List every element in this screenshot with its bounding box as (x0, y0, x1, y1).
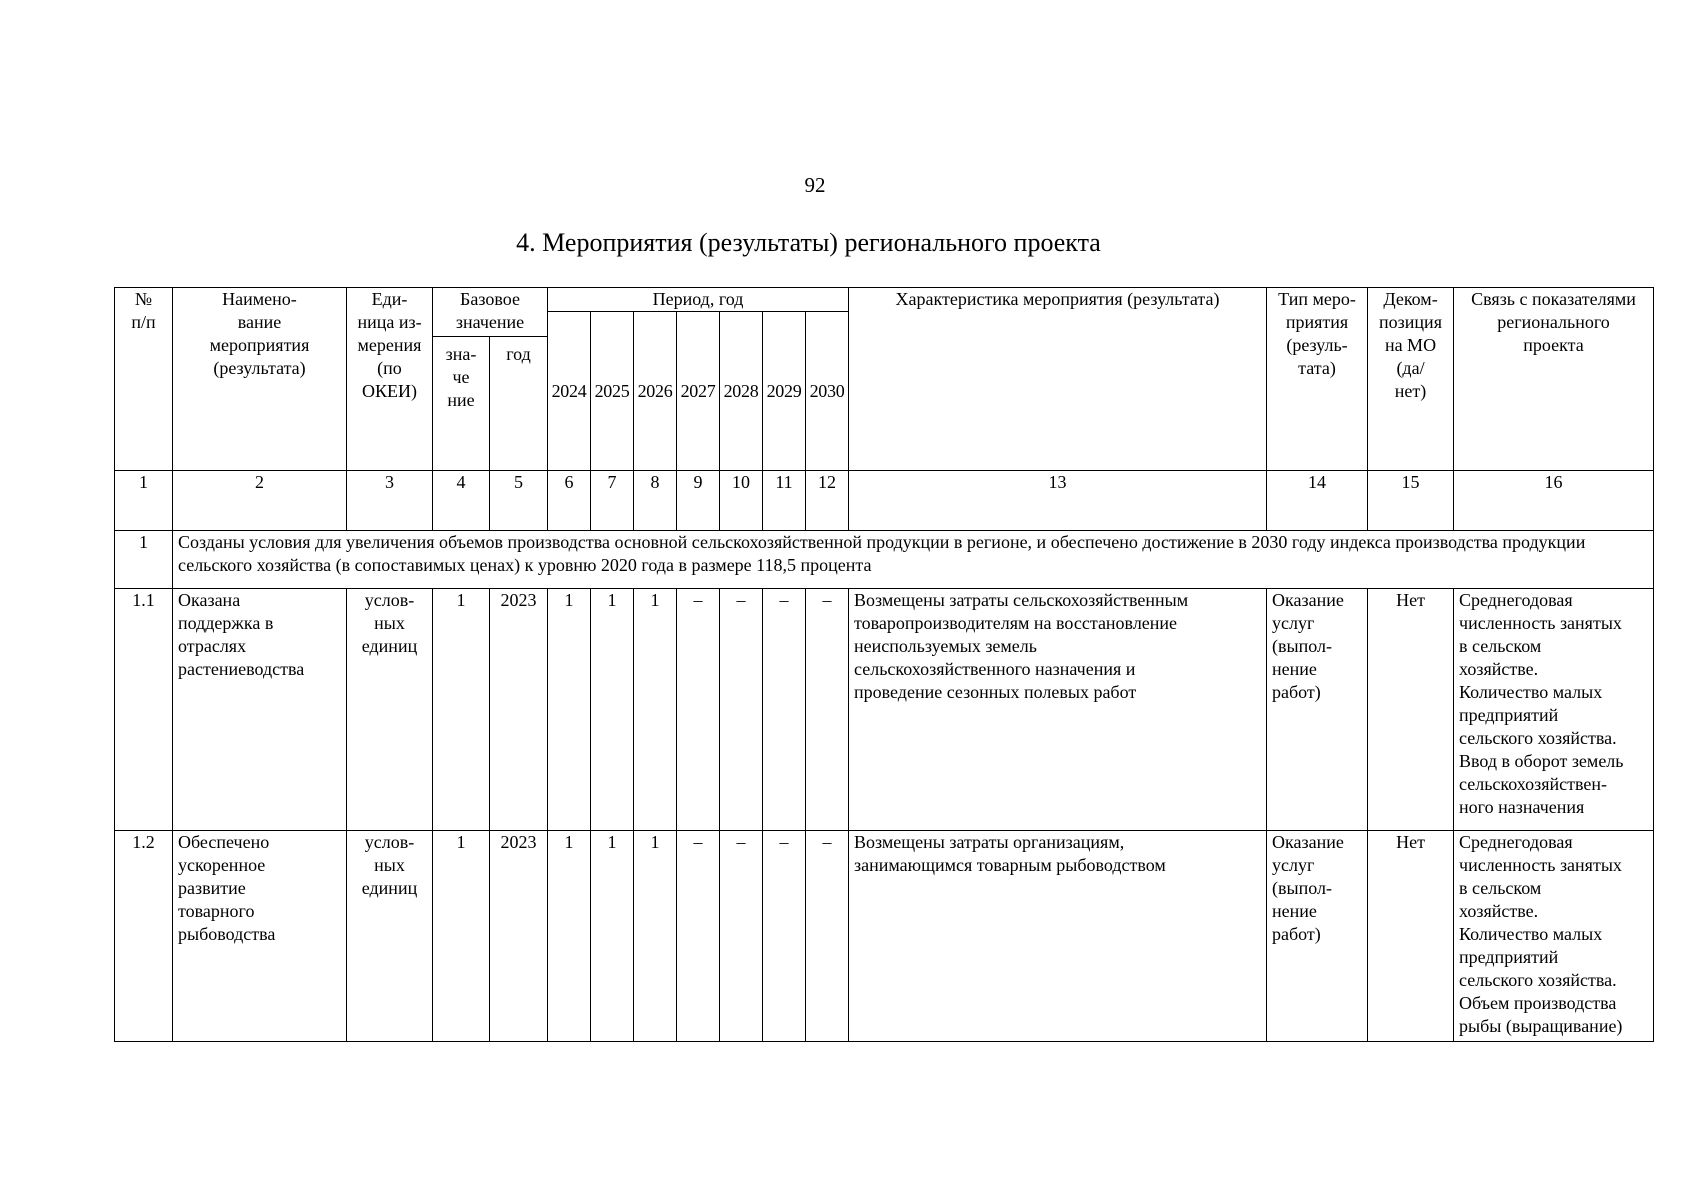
row-unit: услов- ных единиц (347, 589, 433, 831)
table-row (115, 589, 1654, 831)
column-number: 4 (433, 471, 490, 531)
column-number: 14 (1267, 471, 1368, 531)
header-name: Наимено- вание мероприятия (результата) (173, 288, 347, 471)
row-decomposition: Нет (1368, 831, 1454, 1042)
header-decomposition: Деком- позиция на МО (да/ нет) (1368, 288, 1454, 471)
row-type: Оказание услуг (выпол- нение работ) (1267, 589, 1368, 831)
column-number: 8 (634, 471, 677, 531)
section-text: Созданы условия для увеличения объемов производства основной сельскохозяйственной продукции в регионе, и обеспечено достижение в 2030 году индекса производства продукции сельского хозяйства (в сопоставимых ценах) к уровню 2020 года в размере 118,5 процента (173, 531, 1654, 589)
header-year-2025: 2025 (591, 312, 634, 471)
row-year-value: – (763, 589, 806, 831)
row-base-value: 1 (433, 831, 490, 1042)
section-row (115, 531, 1654, 589)
column-number: 15 (1368, 471, 1454, 531)
row-base-value: 1 (433, 589, 490, 831)
header-base-value: зна- че ние (433, 337, 490, 471)
table-row (115, 831, 1654, 1042)
column-number: 2 (173, 471, 347, 531)
header-num: № п/п (115, 288, 173, 471)
column-number: 10 (720, 471, 763, 531)
header-characteristic: Характеристика мероприятия (результата) (849, 288, 1267, 471)
row-name: Оказана поддержка в отраслях растениеводства (173, 589, 347, 831)
row-link: Среднегодовая численность занятых в сельском хозяйстве. Количество малых предприятий сельского хозяйства. Объем производства рыбы (выращивание) (1454, 831, 1654, 1042)
row-unit: услов- ных единиц (347, 831, 433, 1042)
row-year-value: – (677, 589, 720, 831)
header-year-2030: 2030 (806, 312, 849, 471)
header-type: Тип меро- приятия (резуль- тата) (1267, 288, 1368, 471)
header-year-2029: 2029 (763, 312, 806, 471)
column-number: 9 (677, 471, 720, 531)
column-number: 13 (849, 471, 1267, 531)
header-base: Базовое значение (433, 288, 548, 337)
header-link: Связь с показателями регионального проекта (1454, 288, 1654, 471)
row-name: Обеспечено ускоренное развитие товарного рыбоводства (173, 831, 347, 1042)
header-year-2024: 2024 (548, 312, 591, 471)
column-number: 7 (591, 471, 634, 531)
row-year-value: 1 (548, 831, 591, 1042)
row-year-value: – (806, 831, 849, 1042)
row-num: 1.1 (115, 589, 173, 831)
activities-table (114, 287, 1654, 1042)
row-year-value: 1 (634, 831, 677, 1042)
column-number: 3 (347, 471, 433, 531)
column-number: 5 (490, 471, 548, 531)
row-characteristic: Возмещены затраты сельскохозяйственным товаропроизводителям на восстановление неиспользуемых земель сельскохозяйственного назначения и проведение сезонных полевых работ (849, 589, 1267, 831)
row-year-value: 1 (591, 589, 634, 831)
row-num: 1.2 (115, 831, 173, 1042)
page-number: 92 (804, 173, 826, 197)
column-number: 1 (115, 471, 173, 531)
header-year-2026: 2026 (634, 312, 677, 471)
row-year-value: – (763, 831, 806, 1042)
row-link: Среднегодовая численность занятых в сельском хозяйстве. Количество малых предприятий сельского хозяйства. Ввод в оборот земель сельскохозяйствен- ного назначения (1454, 589, 1654, 831)
row-characteristic: Возмещены затраты организациям, занимающимся товарным рыбоводством (849, 831, 1267, 1042)
header-period: Период, год (548, 288, 849, 312)
row-year-value: – (720, 589, 763, 831)
column-number: 12 (806, 471, 849, 531)
header-year-2028: 2028 (720, 312, 763, 471)
row-year-value: – (720, 831, 763, 1042)
row-base-year: 2023 (490, 831, 548, 1042)
header-unit: Еди- ница из- мерения (по ОКЕИ) (347, 288, 433, 471)
column-numbers-row (115, 471, 1654, 531)
row-year-value: – (677, 831, 720, 1042)
column-number: 11 (763, 471, 806, 531)
row-year-value: 1 (634, 589, 677, 831)
row-base-year: 2023 (490, 589, 548, 831)
row-year-value: 1 (591, 831, 634, 1042)
column-number: 6 (548, 471, 591, 531)
column-number: 16 (1454, 471, 1654, 531)
row-year-value: – (806, 589, 849, 831)
section-num: 1 (115, 531, 173, 589)
row-year-value: 1 (548, 589, 591, 831)
header-base-year: год (490, 337, 548, 471)
row-decomposition: Нет (1368, 589, 1454, 831)
header-year-2027: 2027 (677, 312, 720, 471)
row-type: Оказание услуг (выпол- нение работ) (1267, 831, 1368, 1042)
document-title: 4. Мероприятия (результаты) регионального проекта (516, 228, 1101, 257)
